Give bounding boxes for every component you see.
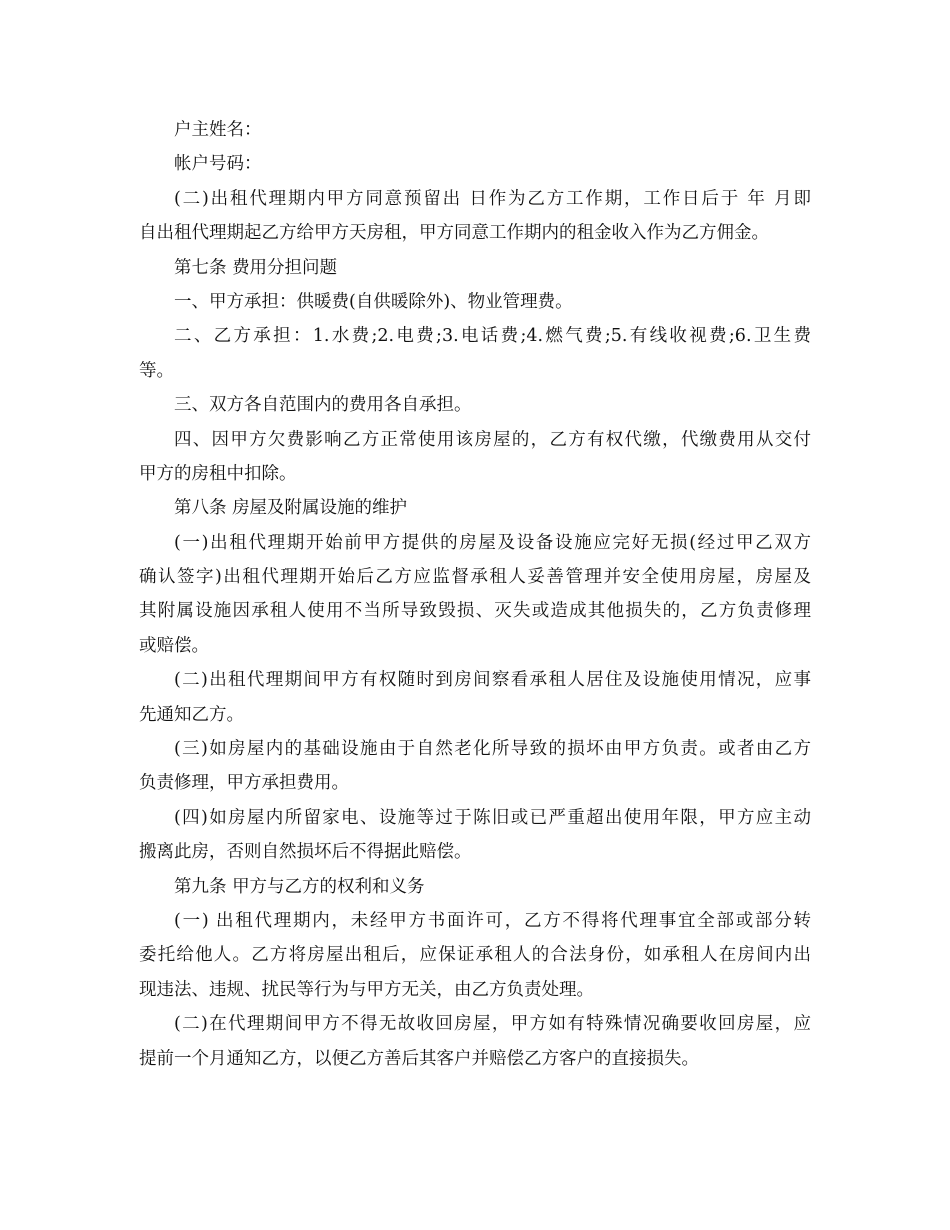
text-line: (一) 出租代理期内，未经甲方书面许可，乙方不得将代理事宜全部或部分转 bbox=[174, 910, 811, 931]
text-line: (二)在代理期间甲方不得无故收回房屋，甲方如有特殊情况确要收回房屋，应 bbox=[174, 1014, 811, 1035]
text-line: (二)出租代理期间甲方有权随时到房间察看承租人居住及设施使用情况，应事 bbox=[174, 670, 811, 691]
text-line: 四、因甲方欠费影响乙方正常使用该房屋的，乙方有权代缴，代缴费用从交付 bbox=[174, 429, 811, 450]
text-line: 其附属设施因承租人使用不当所导致毁损、灭失或造成其他损失的，乙方负责修理 bbox=[139, 601, 811, 622]
text-line: 户主姓名： bbox=[174, 120, 262, 140]
text-line: 或赔偿。 bbox=[139, 635, 209, 656]
text-line: 第七条 费用分担问题 bbox=[174, 257, 338, 278]
text-line: (一)出租代理期开始前甲方提供的房屋及设备设施应完好无损(经过甲乙双方 bbox=[174, 532, 811, 553]
text-line: 第九条 甲方与乙方的权利和义务 bbox=[174, 876, 425, 897]
document-page bbox=[139, 113, 811, 1076]
text-line: 确认签字)出租代理期开始后乙方应监督承租人妥善管理并安全使用房屋，房屋及 bbox=[139, 567, 811, 588]
text-line: 提前一个月通知乙方，以便乙方善后其客户并赔偿乙方客户的直接损失。 bbox=[139, 1048, 699, 1069]
text-line: 搬离此房，否则自然损坏后不得据此赔偿。 bbox=[139, 842, 472, 863]
text-line: 负责修理，甲方承担费用。 bbox=[139, 773, 349, 794]
text-line: 委托给他人。乙方将房屋出租后，应保证承租人的合法身份，如承租人在房间内出 bbox=[139, 945, 811, 966]
text-line: 自出租代理期起乙方给甲方天房租，甲方同意工作期内的租金收入作为乙方佣金。 bbox=[139, 223, 769, 244]
document-body bbox=[139, 113, 811, 1076]
text-line: 甲方的房租中扣除。 bbox=[139, 463, 297, 484]
text-line: (四)如房屋内所留家电、设施等过于陈旧或已严重超出使用年限，甲方应主动 bbox=[174, 807, 811, 828]
text-line: 二、乙方承担：1.水费;2.电费;3.电话费;4.燃气费;5.有线收视费;6.卫生费 bbox=[174, 326, 811, 347]
text-line: 第八条 房屋及附属设施的维护 bbox=[174, 498, 408, 519]
text-line: 一、甲方承担：供暖费(自供暖除外)、物业管理费。 bbox=[174, 291, 573, 312]
text-line: 等。 bbox=[139, 360, 174, 381]
text-line: 三、双方各自范围内的费用各自承担。 bbox=[174, 395, 472, 416]
text-line: 先通知乙方。 bbox=[139, 704, 244, 725]
text-line: 现违法、违规、扰民等行为与甲方无关，由乙方负责处理。 bbox=[139, 979, 594, 1000]
text-line: 帐户号码： bbox=[174, 154, 262, 175]
text-line: (二)出租代理期内甲方同意预留出 日作为乙方工作期，工作日后于 年 月即 bbox=[174, 188, 811, 209]
text-line: (三)如房屋内的基础设施由于自然老化所导致的损坏由甲方负责。或者由乙方 bbox=[174, 739, 811, 760]
